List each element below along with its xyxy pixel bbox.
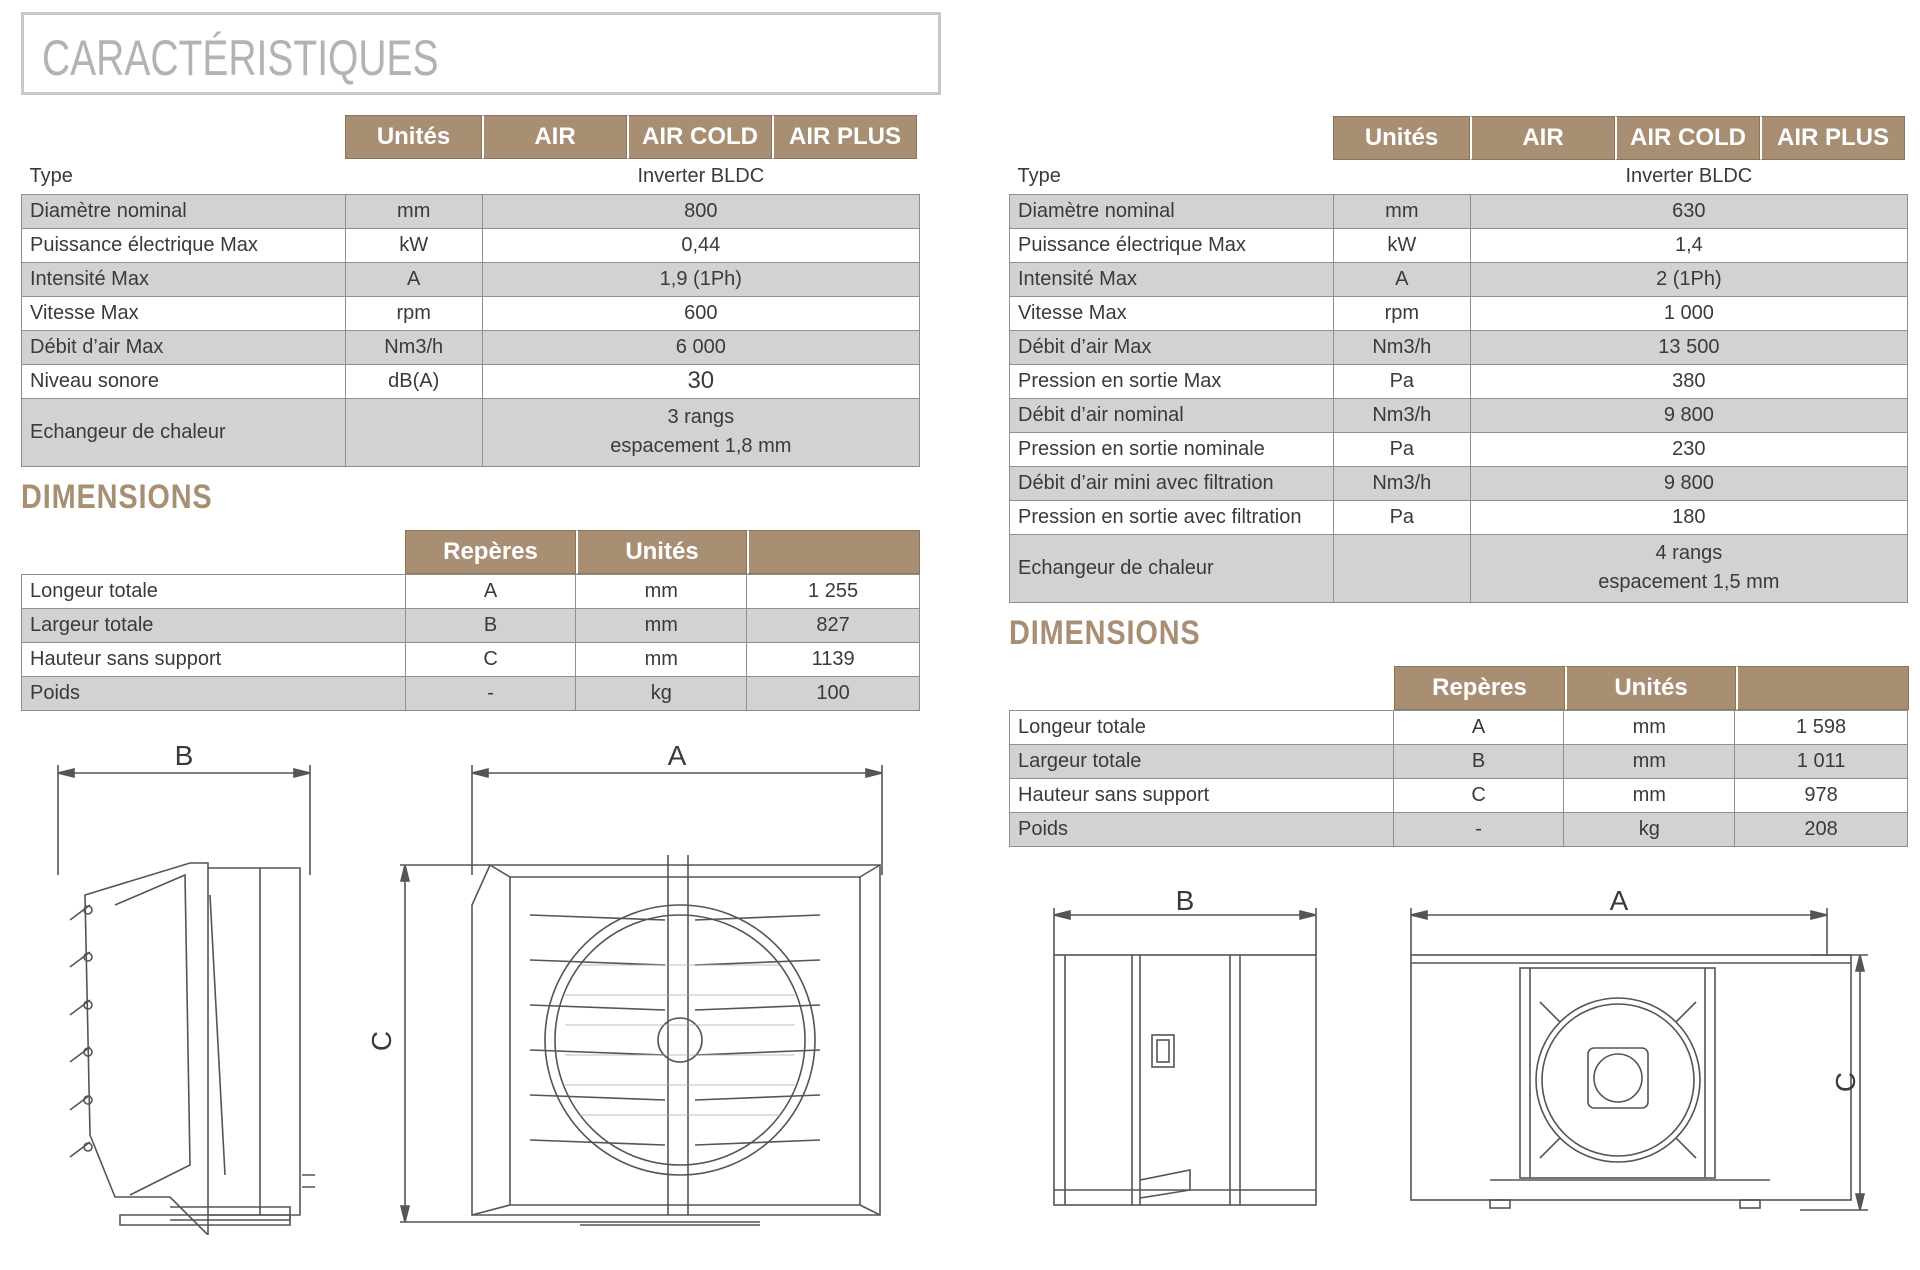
header-air-plus: AIR PLUS [1760,116,1905,160]
table-row [1010,330,1908,364]
row-value: 30 [482,364,919,398]
row-mark: A [1393,711,1564,745]
left-dim-header [405,530,920,574]
header-units: Unités [1333,116,1470,160]
left-unit-drawing [20,735,940,1235]
table-row [1010,711,1908,745]
row-label: Poids [22,677,406,711]
exchanger-line-1: 4 rangs [1655,542,1723,564]
row-unit: mm [1564,711,1735,745]
right-dimensions-title: DIMENSIONS [1009,614,1201,652]
table-row [1010,500,1908,534]
table-row [1010,813,1908,847]
type-value: Inverter BLDC [637,165,765,188]
row-label: Débit d’air nominal [1010,398,1334,432]
header-reperes: Repères [1394,666,1565,710]
row-mark: - [1393,813,1564,847]
row-value: 0,44 [482,228,919,262]
page-title: CARACTÉRISTIQUES [42,30,439,86]
drawing-label-c: C [1830,1071,1861,1093]
row-unit: mm [1333,194,1470,228]
row-value: 600 [482,296,919,330]
row-label: Intensité Max [1010,262,1334,296]
right-dim-table [1009,710,1908,847]
row-value: 6 000 [482,330,919,364]
row-value: 180 [1470,500,1907,534]
row-value: 1 011 [1735,745,1908,779]
left-spec-table [21,160,920,467]
row-label: Débit d’air Max [1010,330,1334,364]
row-value: 100 [747,677,920,711]
row-label: Pression en sortie nominale [1010,432,1334,466]
row-value [1470,534,1907,602]
row-unit: mm [345,194,482,228]
table-row [22,228,920,262]
table-row [1010,160,1908,194]
row-unit: A [1333,262,1470,296]
exchanger-line-1: 3 rangs [667,406,735,428]
header-air-plus: AIR PLUS [772,115,917,159]
row-unit: mm [1564,779,1735,813]
table-row [1010,432,1908,466]
table-row [22,364,920,398]
type-label: Type [1017,165,1061,188]
table-row [1010,228,1908,262]
table-row [22,330,920,364]
row-unit: Nm3/h [1333,398,1470,432]
drawing-label-a: A [667,740,687,771]
left-dim-table [21,574,920,711]
table-row [22,262,920,296]
row-unit: Pa [1333,500,1470,534]
row-label: Pression en sortie avec filtration [1010,500,1334,534]
header-value [747,530,920,574]
table-row [1010,364,1908,398]
drawing-label-b: B [174,740,194,771]
row-unit: mm [576,575,747,609]
row-mark: B [1393,745,1564,779]
drawing-label-a: A [1609,885,1629,916]
header-air-cold: AIR COLD [627,115,772,159]
row-label: Vitesse Max [22,296,346,330]
row-mark: C [405,643,576,677]
row-unit: mm [1564,745,1735,779]
left-spec-header [345,115,917,159]
row-unit: rpm [345,296,482,330]
row-value: 208 [1735,813,1908,847]
table-row [22,677,920,711]
table-row [22,575,920,609]
row-value: 630 [1470,194,1907,228]
header-units: Unités [576,530,747,574]
left-dimensions-title: DIMENSIONS [21,478,213,516]
row-label: Echangeur de chaleur [1010,534,1334,602]
row-label: Largeur totale [1010,745,1394,779]
drawing-label-b: B [1175,885,1195,916]
right-spec-table [1009,160,1908,603]
row-value: 1 255 [747,575,920,609]
table-row [22,398,920,466]
row-unit: kg [1564,813,1735,847]
row-label: Vitesse Max [1010,296,1334,330]
row-unit: kg [576,677,747,711]
row-unit: A [345,262,482,296]
table-row [1010,534,1908,602]
row-label: Diamètre nominal [22,194,346,228]
row-label: Poids [1010,813,1394,847]
row-unit [1333,534,1470,602]
table-row [1010,194,1908,228]
row-unit: kW [345,228,482,262]
row-label: Longeur totale [22,575,406,609]
row-label: Largeur totale [22,609,406,643]
table-row [22,296,920,330]
table-row [1010,466,1908,500]
row-value: 1 598 [1735,711,1908,745]
row-label: Hauteur sans support [1010,779,1394,813]
row-unit: rpm [1333,296,1470,330]
row-label: Niveau sonore [22,364,346,398]
header-air: AIR [482,115,627,159]
exchanger-line-2: espacement 1,5 mm [1598,571,1780,593]
row-unit: mm [576,643,747,677]
header-air-cold: AIR COLD [1615,116,1760,160]
row-value: 1,4 [1470,228,1907,262]
header-air: AIR [1470,116,1615,160]
table-row [22,160,920,194]
row-value: 800 [482,194,919,228]
exchanger-line-2: espacement 1,8 mm [610,435,792,457]
table-row [1010,398,1908,432]
table-row [1010,779,1908,813]
row-mark: A [405,575,576,609]
right-unit-drawing [1040,880,1920,1230]
right-dim-header [1394,666,1909,710]
row-unit: dB(A) [345,364,482,398]
row-value: 13 500 [1470,330,1907,364]
row-value: 1,9 (1Ph) [482,262,919,296]
table-row [22,643,920,677]
right-spec-header [1333,116,1905,160]
row-value: 978 [1735,779,1908,813]
header-value [1736,666,1909,710]
row-value: 1 000 [1470,296,1907,330]
row-value: 1139 [747,643,920,677]
table-row [1010,745,1908,779]
row-value: 827 [747,609,920,643]
row-label: Puissance électrique Max [1010,228,1334,262]
row-label: Débit d’air mini avec filtration [1010,466,1334,500]
row-label: Echangeur de chaleur [22,398,346,466]
row-label: Débit d’air Max [22,330,346,364]
row-unit: Nm3/h [1333,330,1470,364]
row-mark: - [405,677,576,711]
type-label: Type [29,165,73,188]
header-units: Unités [1565,666,1736,710]
row-value [482,398,919,466]
row-mark: C [1393,779,1564,813]
row-value: 2 (1Ph) [1470,262,1907,296]
drawing-label-c: C [366,1030,397,1052]
row-label: Intensité Max [22,262,346,296]
row-value: 9 800 [1470,398,1907,432]
header-units: Unités [345,115,482,159]
row-unit: Nm3/h [1333,466,1470,500]
row-label: Hauteur sans support [22,643,406,677]
row-label: Diamètre nominal [1010,194,1334,228]
row-unit: Nm3/h [345,330,482,364]
table-row [22,609,920,643]
row-label: Longeur totale [1010,711,1394,745]
row-unit: mm [576,609,747,643]
row-unit: Pa [1333,432,1470,466]
type-value: Inverter BLDC [1625,165,1753,188]
table-row [1010,262,1908,296]
row-value: 230 [1470,432,1907,466]
table-row [1010,296,1908,330]
row-unit: Pa [1333,364,1470,398]
row-unit: kW [1333,228,1470,262]
row-mark: B [405,609,576,643]
row-value: 9 800 [1470,466,1907,500]
row-label: Puissance électrique Max [22,228,346,262]
row-value: 380 [1470,364,1907,398]
row-unit [345,398,482,466]
table-row [22,194,920,228]
row-label: Pression en sortie Max [1010,364,1334,398]
header-reperes: Repères [405,530,576,574]
page-title-box [21,12,941,95]
